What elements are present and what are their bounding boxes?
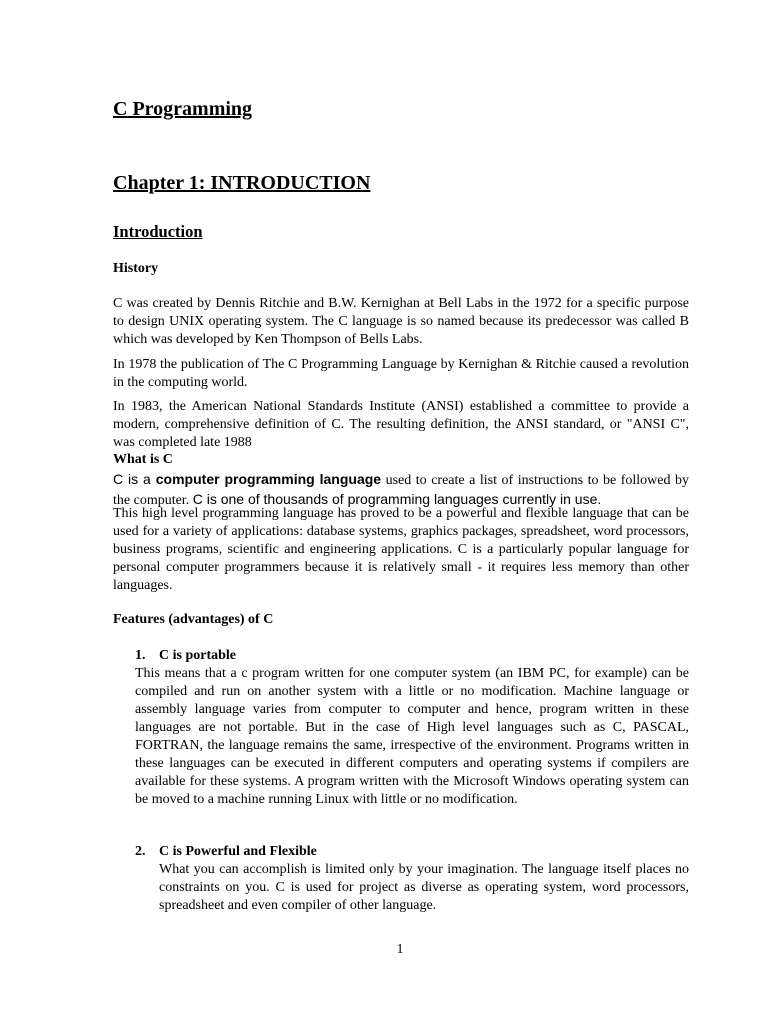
feature-2-title: C is Powerful and Flexible [159,844,317,859]
whatis-paragraph-1 [113,470,689,510]
history-heading: History [113,261,159,276]
whatis-heading: What is C [113,452,173,467]
whatis-paragraph-2: This high level programming language has proved to be a powerful and flexible language that can be used for a variety of applications: database systems, graphics packages, spreadsheet, word processors, business programs, scientific and engineering applications. C is a particularly popular language for personal computer programmers because it is relatively small - it requires less memory than other languages. [113,506,689,593]
history-paragraph-1: C was created by Dennis Ritchie and B.W. Kernighan at Bell Labs in the 1972 for a specific purpose to design UNIX operating system. The C language is so named because its predecessor was called B which was developed by Ken Thompson of Bells Labs. [113,296,689,347]
document-title: C Programming [113,98,253,120]
chapter-heading: Chapter 1: INTRODUCTION [113,172,371,194]
page-number: 1 [396,942,404,957]
feature-1-number: 1. [135,648,146,663]
feature-1-text: This means that a c program written for one computer system (an IBM PC, for example) can be compiled and run on another system with a little or no modification. Machine language or assembly language varies from computer to computer and hence, program written in these languages are not portable. But in the case of High level languages such as C, PASCAL, FORTRAN, the language remains the same, irrespective of the environment. Programs written in these languages can be executed in different computers and operating systems if compilers are available for these systems. A program written with the Microsoft Windows operating system can be moved to a machine running Linux with little or no modification. [135,666,689,807]
whatis-bold-term: computer programming language [155,471,382,487]
whatis-sans-sentence: C is one of thousands of programming languages currently in use. [192,491,602,507]
features-heading: Features (advantages) of C [113,612,274,627]
whatis-rest: used to create a list of instructions to be followed by the computer. [113,473,690,508]
feature-2-heading [135,844,317,860]
whatis-prefix: C is a [113,471,156,487]
section-heading: Introduction [113,222,203,241]
history-paragraph-3: In 1983, the American National Standards Institute (ANSI) established a committee to provide a modern, comprehensive definition of C. The resulting definition, the ANSI standard, or "ANSI C", was completed late 1988 [113,399,689,450]
feature-2-text: What you can accomplish is limited only by your imagination. The language itself places no constraints on you. C is used for project as diverse as operating system, word processors, spreadsheet and even compiler of other language. [159,862,689,913]
feature-1-heading [135,648,236,664]
history-paragraph-2: In 1978 the publication of The C Programming Language by Kernighan & Ritchie caused a revolution in the computing world. [113,357,689,390]
feature-2-number: 2. [135,844,146,859]
feature-1-title: C is portable [159,648,236,663]
